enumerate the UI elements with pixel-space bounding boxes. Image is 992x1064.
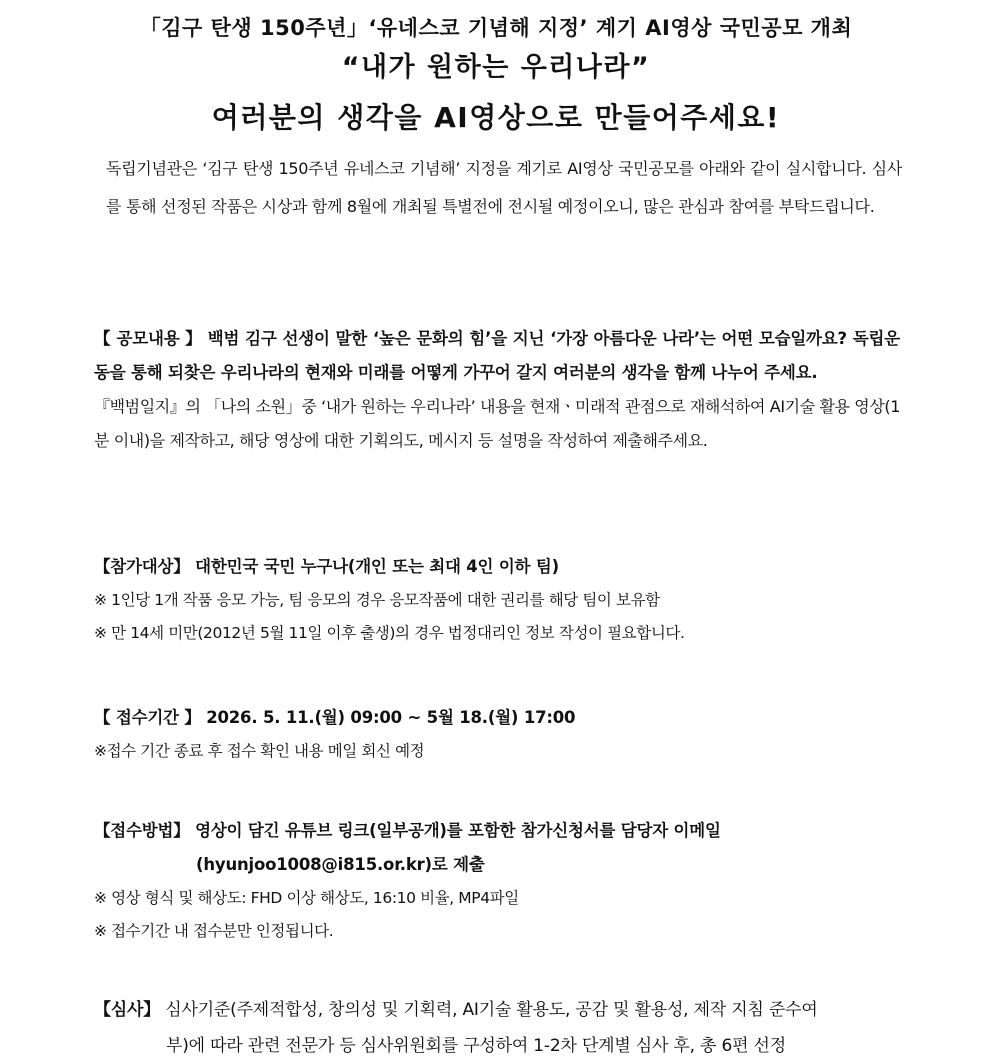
title-line-2: “내가 원하는 우리나라”	[341, 52, 651, 83]
intro-paragraph: 독립기념관은 ‘김구 탄생 150주년 유네스코 기념해’ 지정을 계기로 AI영상 국민공모를 아래와 같이 실시합니다. 심사를 통해 선정된 작품은 시상과 함께 8월에 개최될 특별전에 전시될 예정이오니, 많은 관심과 참여를 부탁드립니다.	[106, 159, 902, 216]
target-note-2: ※ 만 14세 미만(2012년 5월 11일 이후 출생)의 경우 법정대리인 정보 작성이 필요합니다.	[94, 624, 685, 642]
method-heading	[94, 814, 900, 848]
target-section	[94, 550, 900, 650]
method-label: 【접수방법】	[94, 821, 190, 840]
period-note: ※접수 기간 종료 후 접수 확인 내용 메일 회신 예정	[94, 742, 425, 760]
method-note-1: ※ 영상 형식 및 해상도: FHD 이상 해상도, 16:10 비율, MP4파일	[94, 889, 519, 907]
target-label: 【참가대상】	[94, 557, 190, 576]
judging-text-1: 심사기준(주제적합성, 창의성 및 기획력, AI기술 활용도, 공감 및 활용성, 제작 지침 준수여	[165, 1000, 818, 1020]
target-note-1: ※ 1인당 1개 작품 응모 가능, 팀 응모의 경우 응모작품에 대한 권리를 해당 팀이 보유함	[94, 591, 660, 609]
method-email-line: (hyunjoo1008@i815.or.kr)로 제출	[196, 855, 485, 874]
contest-label: 【 공모내용 】	[94, 329, 202, 348]
target-heading	[94, 550, 900, 584]
target-text: 대한민국 국민 누구나(개인 또는 최대 4인 이하 팀)	[195, 557, 559, 576]
judging-label: 【심사】	[94, 1000, 161, 1020]
method-section	[94, 814, 900, 948]
period-label: 【 접수기간 】	[94, 708, 201, 727]
judging-section	[94, 992, 900, 1064]
contest-body: 『백범일지』의 「나의 소원」중 ‘내가 원하는 우리나라’ 내용을 현재ㆍ미래적 관점으로 재해석하여 AI기술 활용 영상(1분 이내)을 제작하고, 해당 영상에 대한 기획의도, 메시지 등 설명을 작성하여 제출해주세요.	[94, 397, 900, 450]
judging-line-2: 부)에 따라 관련 전문가 등 심사위원회를 구성하여 1-2차 단계별 심사 후, 총 6편 선정	[166, 1036, 786, 1056]
method-note-2: ※ 접수기간 내 접수분만 인정됩니다.	[94, 922, 334, 940]
judging-line-1	[94, 992, 900, 1028]
contest-heading-text: 백범 김구 선생이 말한 ‘높은 문화의 힘’을 지닌 ‘가장 아름다운 나라’는 어떤 모습일까요? 독립운동을 통해 되찾은 우리나라의 현재와 미래를 어떻게 가꾸어 갈지 여러분의 생각을 함께 나누어 주세요.	[94, 329, 900, 382]
method-text: 영상이 담긴 유튜브 링크(일부공개)를 포함한 참가신청서를 담당자 이메일	[195, 821, 721, 840]
title-line-3: 여러분의 생각을 AI영상으로 만들어주세요!	[211, 101, 781, 134]
period-text: 2026. 5. 11.(월) 09:00 ~ 5월 18.(월) 17:00	[206, 708, 576, 727]
contest-section	[94, 322, 900, 458]
period-heading	[94, 701, 900, 735]
title-line-1: 「김구 탄생 150주년」‘유네스코 기념해 지정’ 계기 AI영상 국민공모 개최	[139, 16, 853, 40]
period-section	[94, 701, 900, 768]
contest-heading	[94, 322, 900, 390]
